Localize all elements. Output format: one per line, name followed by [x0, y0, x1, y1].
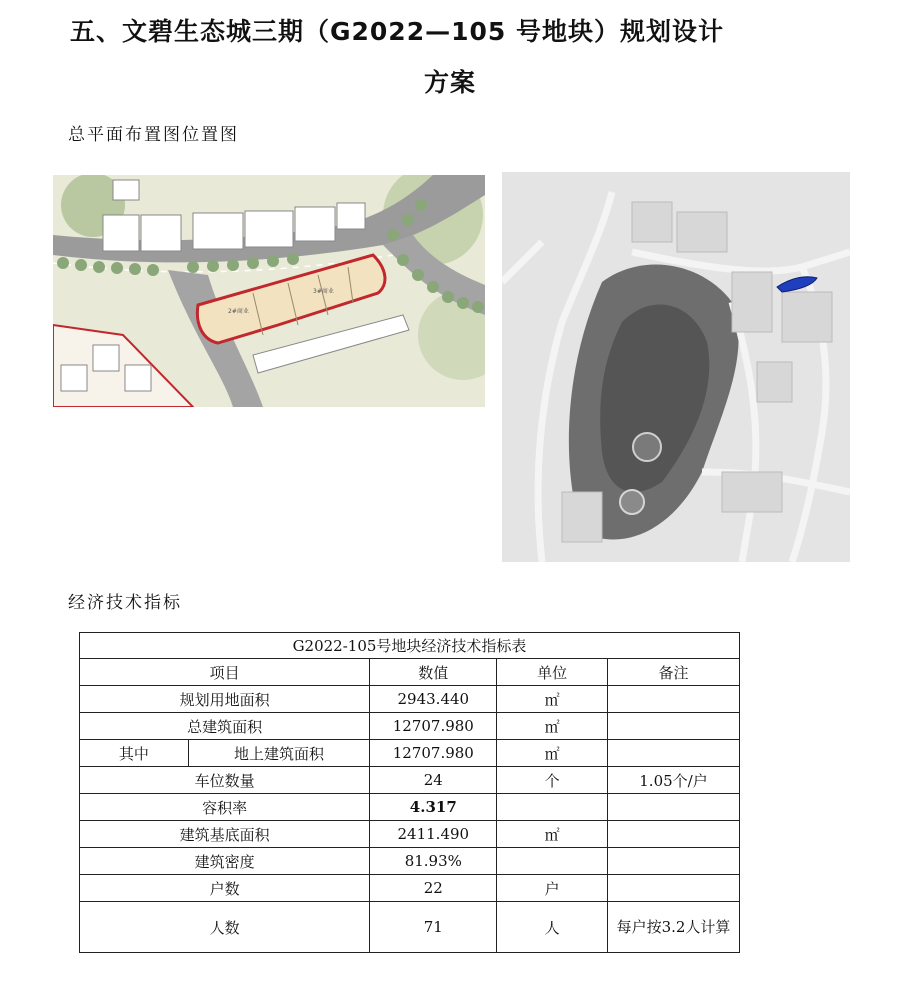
- table-header-row: [80, 659, 740, 686]
- location-map-image: [502, 172, 850, 562]
- table-row: [80, 686, 740, 713]
- row-note: [608, 740, 740, 767]
- table-row: [80, 848, 740, 875]
- row-value: 81.93%: [370, 848, 497, 875]
- row-item-group: 其中: [80, 740, 189, 767]
- row-value: 24: [370, 767, 497, 794]
- header-value: 数值: [370, 659, 497, 686]
- row-item: 建筑密度: [80, 848, 370, 875]
- header-item: 项目: [80, 659, 370, 686]
- header-note: 备注: [608, 659, 740, 686]
- row-unit: ㎡: [497, 713, 608, 740]
- row-note: 1.05个/户: [608, 767, 740, 794]
- section-label-site-plan: 总平面布置图位置图: [68, 125, 239, 145]
- page-title-line1: 五、文碧生态城三期（G2022—105 号地块）规划设计: [70, 17, 724, 46]
- page-title-line2: 方案: [423, 68, 476, 97]
- row-value: 22: [370, 875, 497, 902]
- row-value: 4.317: [370, 794, 497, 821]
- row-unit: 人: [497, 902, 608, 953]
- lot-label-b: 3#商业: [313, 288, 334, 295]
- row-value: 12707.980: [370, 740, 497, 767]
- row-note: [608, 848, 740, 875]
- econ-indicators-table: [79, 632, 740, 953]
- row-item: 容积率: [80, 794, 370, 821]
- table-row: [80, 713, 740, 740]
- row-note: 每户按3.2人计算: [616, 918, 731, 936]
- row-unit: [497, 848, 608, 875]
- row-unit: 个: [497, 767, 608, 794]
- row-item: 人数: [80, 902, 370, 953]
- row-unit: ㎡: [497, 821, 608, 848]
- row-note: [608, 686, 740, 713]
- row-value: 12707.980: [370, 713, 497, 740]
- row-note: [608, 794, 740, 821]
- row-note: [608, 713, 740, 740]
- row-item: 户数: [80, 875, 370, 902]
- row-item: 建筑基底面积: [80, 821, 370, 848]
- row-note: [608, 875, 740, 902]
- row-item: 规划用地面积: [80, 686, 370, 713]
- table-row: [80, 767, 740, 794]
- table-row: [80, 740, 740, 767]
- row-value: 2943.440: [370, 686, 497, 713]
- row-value: 2411.490: [370, 821, 497, 848]
- row-item: 地上建筑面积: [188, 740, 370, 767]
- section-label-econ: 经济技术指标: [68, 593, 182, 613]
- header-unit: 单位: [497, 659, 608, 686]
- row-note-cell: [608, 902, 740, 953]
- table-row: [80, 875, 740, 902]
- row-value: 71: [370, 902, 497, 953]
- table-row: [80, 794, 740, 821]
- row-note: [608, 821, 740, 848]
- row-unit: [497, 794, 608, 821]
- lot-label-a: 2#商业: [228, 308, 249, 315]
- table-caption: G2022-105号地块经济技术指标表: [80, 633, 740, 659]
- row-unit: ㎡: [497, 740, 608, 767]
- row-item: 总建筑面积: [80, 713, 370, 740]
- site-plan-image: [53, 175, 485, 407]
- row-item: 车位数量: [80, 767, 370, 794]
- table-row: [80, 821, 740, 848]
- row-unit: 户: [497, 875, 608, 902]
- table-row: [80, 902, 740, 953]
- row-unit: ㎡: [497, 686, 608, 713]
